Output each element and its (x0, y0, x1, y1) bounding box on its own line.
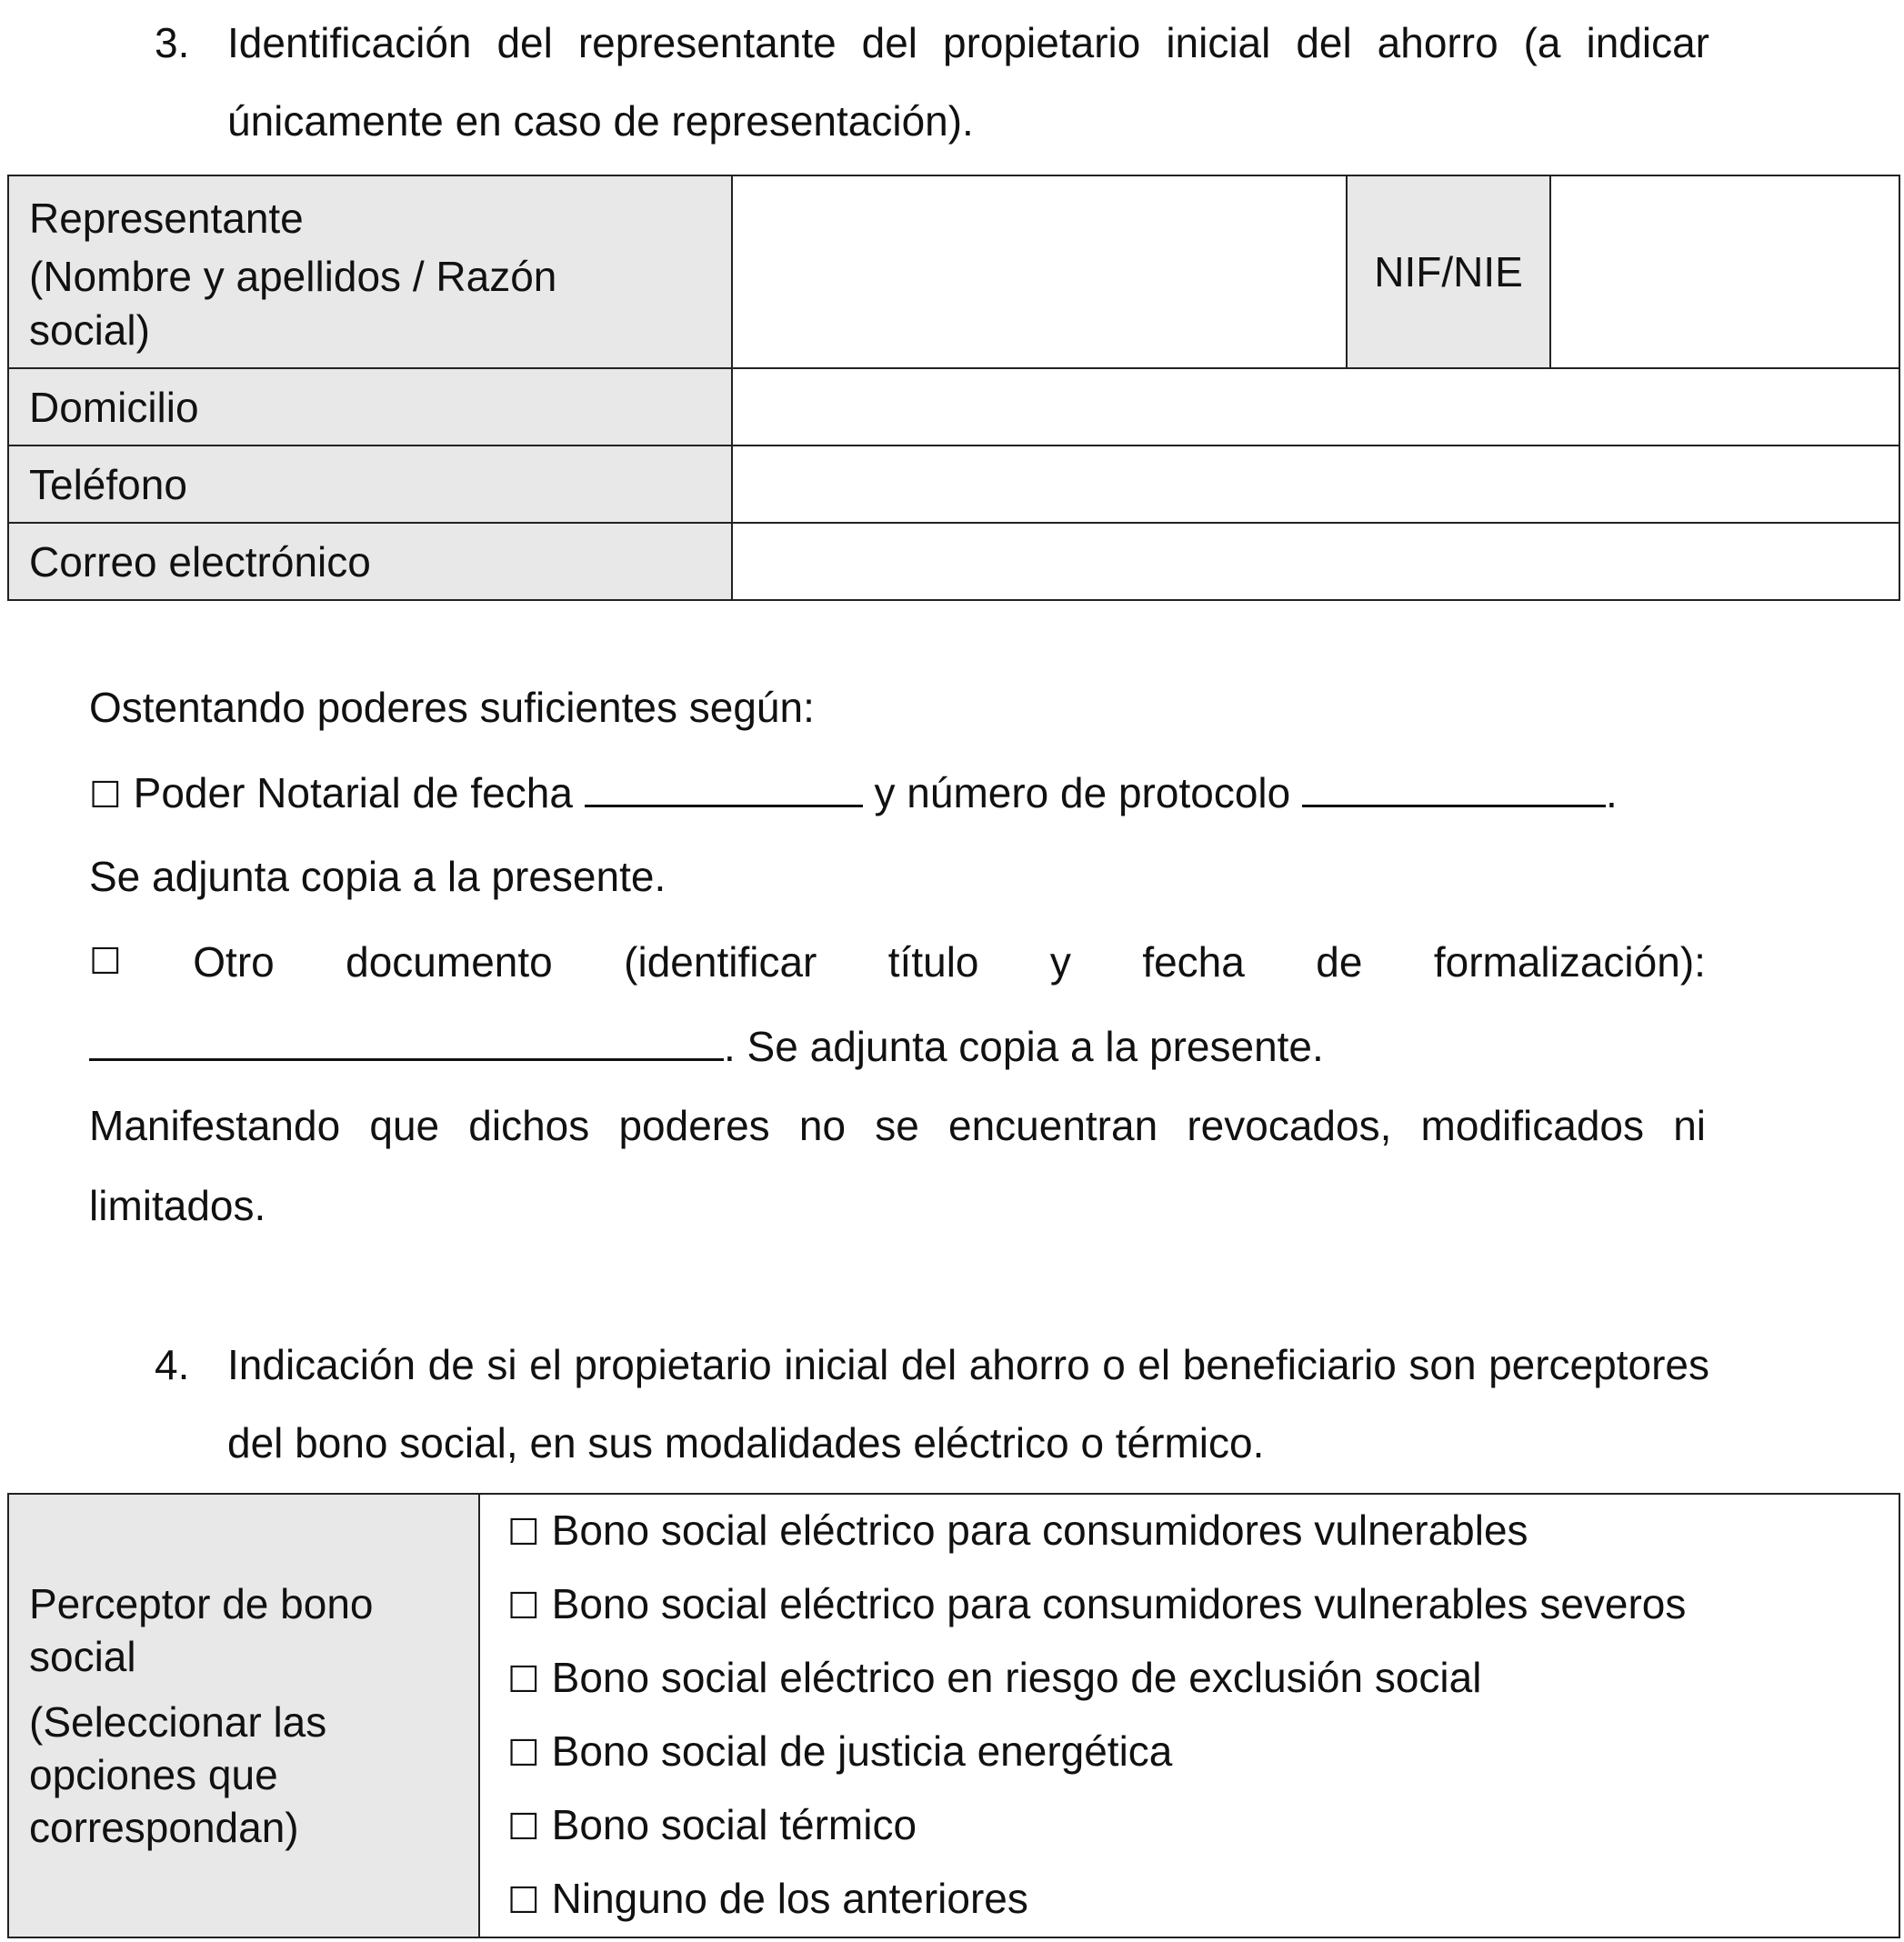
domicilio-field[interactable] (732, 368, 1899, 445)
nif-label: NIF/NIE (1347, 175, 1550, 368)
correo-field[interactable] (732, 523, 1899, 600)
poder-fecha-blank[interactable] (585, 768, 863, 807)
otro-documento-checkbox[interactable]: ☐ (89, 941, 122, 983)
nif-field[interactable] (1550, 175, 1899, 368)
bono-option[interactable] (507, 1642, 1879, 1716)
representante-label-line3: social) (29, 306, 150, 354)
bono-option[interactable] (507, 1716, 1879, 1789)
checkbox-icon[interactable]: ☐ (507, 1659, 540, 1701)
representative-row (8, 175, 1899, 368)
perceptor-label (8, 1494, 479, 1937)
section-4-number: 4. (155, 1341, 190, 1388)
domicilio-row (8, 368, 1899, 445)
representante-name-field[interactable] (732, 175, 1347, 368)
perceptor-label-line: (Seleccionar las (29, 1698, 327, 1746)
otro-documento-line2 (89, 1006, 1706, 1086)
perceptor-label-line: correspondan) (29, 1804, 299, 1851)
section-3-heading (155, 4, 1709, 160)
representante-label-line2: (Nombre y apellidos / Razón (29, 253, 557, 300)
otro-word: título (887, 938, 979, 986)
poder-notarial-text2: y número de protocolo (874, 769, 1291, 816)
telefono-field[interactable] (732, 445, 1899, 523)
checkbox-icon[interactable]: ☐ (507, 1586, 540, 1627)
telefono-row (8, 445, 1899, 523)
bono-option[interactable] (507, 1568, 1879, 1642)
section-4-title: Indicación de si el propietario inicial del ahorro o el beneficiario son perceptores del bono social, en sus modalidades eléctrico o térmico. (227, 1341, 1709, 1467)
poder-notarial-line (89, 753, 1706, 836)
section-3-number: 3. (155, 19, 190, 66)
section-3-title: Identificación del representante del propietario inicial del ahorro (a indicar únicamente en caso de representación). (227, 19, 1709, 145)
perceptor-label-line: Perceptor de bono (29, 1580, 374, 1627)
otro-word: Otro (193, 938, 275, 986)
otro-word: de (1316, 938, 1363, 986)
protocolo-blank[interactable] (1302, 768, 1606, 807)
section-4-heading (155, 1326, 1709, 1482)
poderes-intro: Ostentando poderes suficientes según: (89, 684, 815, 731)
representative-table (7, 175, 1900, 601)
representante-label (8, 175, 732, 368)
poder-notarial-end: . (1606, 769, 1618, 816)
manifestando-text: Manifestando que dichos poderes no se encuentran revocados, modificados ni limitados. (89, 1102, 1706, 1229)
otro-word: formalización): (1433, 938, 1706, 986)
bono-social-row (8, 1494, 1899, 1937)
correo-label: Correo electrónico (8, 523, 732, 600)
bono-options-cell (479, 1494, 1899, 1937)
telefono-label: Teléfono (8, 445, 732, 523)
otro-documento-blank[interactable] (89, 1022, 724, 1061)
bono-option[interactable] (507, 1863, 1879, 1937)
domicilio-label: Domicilio (8, 368, 732, 445)
poder-notarial-text1: Poder Notarial de fecha (133, 769, 573, 816)
adjunta-copia-2: . Se adjunta copia a la presente. (724, 1023, 1324, 1070)
representante-label-line1: Representante (29, 195, 304, 242)
bono-option-label: Bono social eléctrico para consumidores vulnerables (551, 1507, 1528, 1554)
bono-option-label: Bono social eléctrico para consumidores vulnerables severos (551, 1580, 1687, 1627)
perceptor-label-line: social (29, 1633, 136, 1680)
correo-row (8, 523, 1899, 600)
poder-notarial-checkbox[interactable]: ☐ (89, 775, 122, 816)
checkbox-icon[interactable]: ☐ (507, 1512, 540, 1554)
bono-option-label: Bono social térmico (551, 1801, 917, 1848)
otro-documento-line (89, 922, 1706, 1002)
bono-option[interactable] (507, 1495, 1879, 1568)
bono-social-table (7, 1493, 1900, 1938)
otro-word: documento (346, 938, 553, 986)
bono-option-label: Bono social eléctrico en riesgo de exclusión social (551, 1654, 1482, 1701)
adjunta-copia-1: Se adjunta copia a la presente. (89, 853, 666, 900)
checkbox-icon[interactable]: ☐ (507, 1733, 540, 1775)
checkbox-icon[interactable]: ☐ (507, 1880, 540, 1922)
bono-option-label: Ninguno de los anteriores (551, 1875, 1028, 1922)
perceptor-label-line: opciones que (29, 1751, 278, 1798)
otro-word: fecha (1142, 938, 1245, 986)
checkbox-icon[interactable]: ☐ (507, 1807, 540, 1848)
otro-word: (identificar (624, 938, 817, 986)
otro-word: y (1049, 938, 1071, 986)
bono-option-label: Bono social de justicia energética (551, 1727, 1173, 1775)
bono-option[interactable] (507, 1789, 1879, 1863)
